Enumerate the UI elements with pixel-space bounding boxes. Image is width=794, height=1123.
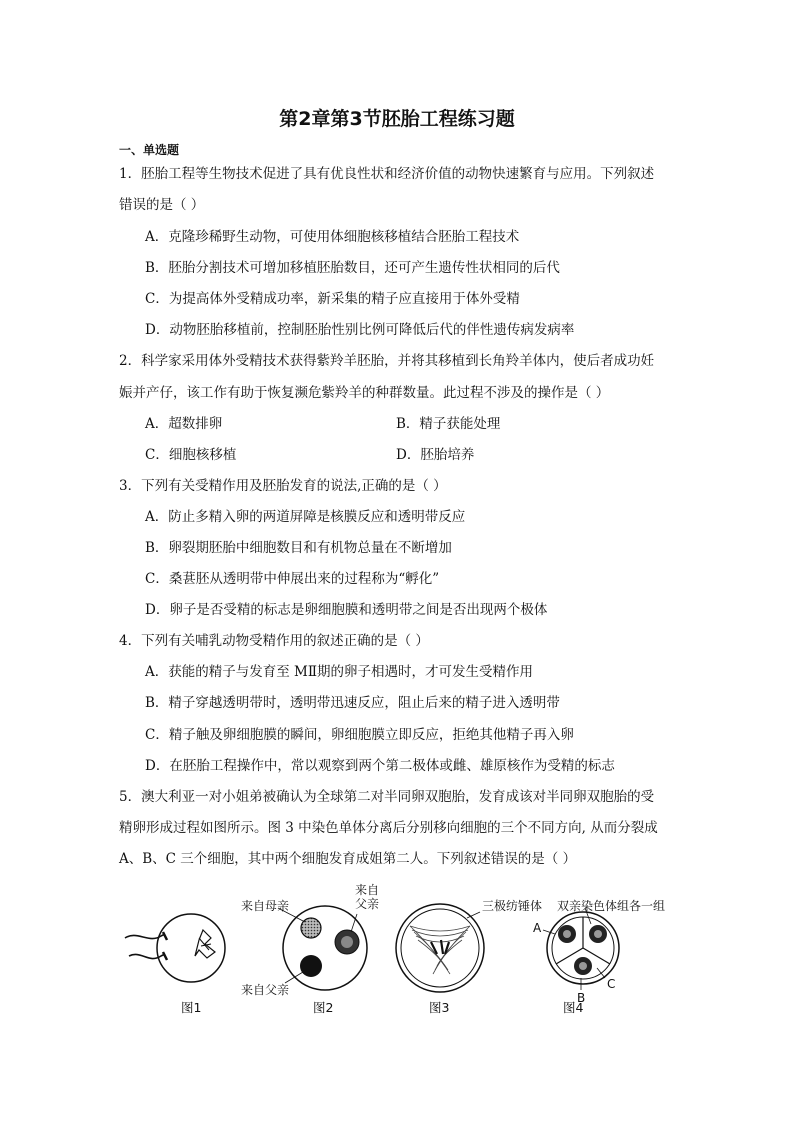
question-2-option-a: A．超数排卵 [145, 416, 223, 432]
page-title: 第2章第3节胚胎工程练习题 [279, 108, 515, 130]
section-heading: 一、单选题 [119, 143, 180, 157]
question-2-option-c: C．细胞核移植 [145, 447, 237, 463]
figure-3-tripolar-spindle [396, 904, 484, 992]
question-4-option-b: B．精子穿越透明带时，透明带迅速反应，阻止后来的精子进入透明带 [145, 695, 560, 711]
question-1-option-c: C．为提高体外受精成功率，新采集的精子应直接用于体外受精 [145, 291, 520, 307]
question-1-option-d: D．动物胚胎移植前，控制胚胎性别比例可降低后代的伴性遗传病发病率 [145, 322, 575, 338]
label-tripolar-spindle: 三极纺锤体 [482, 899, 543, 913]
question-1-option-b: B．胚胎分割技术可增加移植胚胎数目，还可产生遗传性状相同的后代 [145, 260, 560, 276]
question-3-option-b: B．卵裂期胚胎中细胞数目和有机物总量在不断增加 [145, 540, 452, 556]
figure-1-egg [125, 914, 225, 982]
question-4-line-1: 4．下列有关哺乳动物受精作用的叙述正确的是（ ） [119, 633, 429, 649]
question-1-option-a: A．克隆珍稀野生动物，可使用体细胞核移植结合胚胎工程技术 [145, 229, 520, 245]
question-5-line-1: 5．澳大利亚一对小姐弟被确认为全球第二对半同卵双胞胎，发育成该对半同卵双胞胎的受 [119, 789, 655, 805]
question-4-option-d: D．在胚胎工程操作中，常以观察到两个第二极体或雌、雄原核作为受精的标志 [145, 758, 615, 774]
caption-figure-4: 图4 [563, 1000, 584, 1015]
figure-svg [115, 878, 695, 1018]
label-parental-chromosomes: 双亲染色体组各一组 [557, 899, 666, 913]
question-3-option-d: D．卵子是否受精的标志是卵细胞膜和透明带之间是否出现两个极体 [145, 602, 548, 618]
label-cell-a: A [533, 921, 542, 935]
label-from-father-top-2: 父亲 [355, 897, 380, 911]
question-2-line-2: 娠并产仔，该工作有助于恢复濒危紫羚羊的种群数量。此过程不涉及的操作是（ ） [119, 385, 610, 401]
label-cell-b: B [577, 991, 586, 1005]
question-5-line-3: A、B、C 三个细胞，其中两个细胞发育成姐第二人。下列叙述错误的是（ ） [119, 851, 577, 867]
question-2-line-1: 2．科学家采用体外受精技术获得紫羚羊胚胎，并将其移植到长角羚羊体内，使后者成功妊 [119, 353, 655, 369]
label-cell-c: C [607, 977, 616, 991]
question-3-option-a: A．防止多精入卵的两道屏障是核膜反应和透明带反应 [145, 509, 466, 525]
caption-figure-2: 图2 [313, 1000, 334, 1015]
label-from-mother: 来自母亲 [241, 899, 290, 913]
caption-figure-3: 图3 [429, 1000, 450, 1015]
question-1-line-1: 1．胚胎工程等生物技术促进了具有优良性状和经济价值的动物快速繁育与应用。下列叙述 [119, 166, 655, 182]
caption-figure-1: 图1 [181, 1000, 202, 1015]
question-1-line-2: 错误的是（ ） [119, 197, 205, 213]
question-4-option-c: C．精子触及卵细胞膜的瞬间，卵细胞膜立即反应，拒绝其他精子再入卵 [145, 727, 574, 743]
figure-2-zygote [278, 906, 367, 990]
question-3-option-c: C．桑葚胚从透明带中伸展出来的过程称为“孵化” [145, 571, 440, 587]
question-3-line-1: 3．下列有关受精作用及胚胎发育的说法,正确的是（ ） [119, 478, 447, 494]
question-4-option-a: A．获能的精子与发育至 MⅡ期的卵子相遇时，才可发生受精作用 [145, 664, 534, 680]
question-2-option-b: B．精子获能处理 [396, 416, 501, 432]
label-from-father-top-1: 来自 [355, 883, 380, 897]
question-5-line-2: 精卵形成过程如图所示。图 3 中染色单体分离后分别移向细胞的三个不同方向, 从而分裂成 [119, 820, 658, 836]
label-from-father-bottom: 来自父亲 [241, 983, 290, 997]
question-2-option-d: D．胚胎培养 [396, 447, 475, 463]
question-5-figure [115, 878, 695, 1018]
